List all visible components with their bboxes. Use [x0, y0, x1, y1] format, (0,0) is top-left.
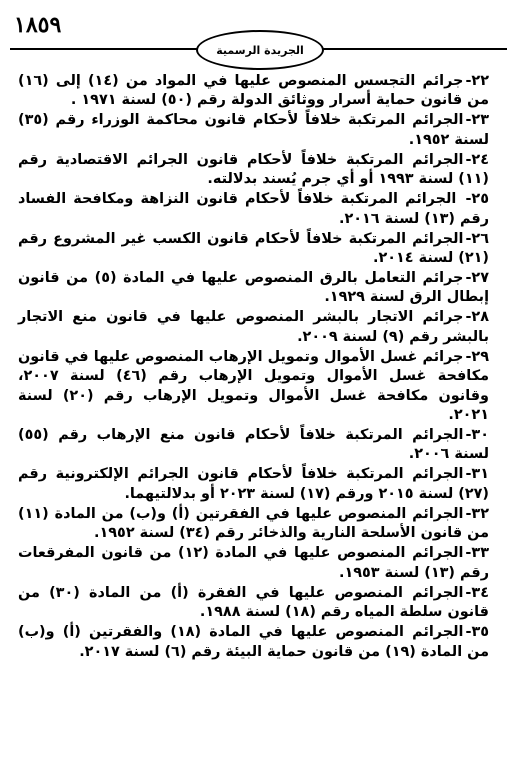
- list-item: [18, 111, 489, 150]
- item-text: الجرائم المرتكبة خلافاً لأحكام قانون محاكمة الوزراء رقم (٣٥) لسنة ١٩٥٢.: [18, 112, 489, 148]
- item-number: ٣٠-: [465, 427, 489, 444]
- list-item: [18, 348, 489, 426]
- item-text: جرائم التجسس المنصوص عليها في المواد من (١٤) إلى (١٦) من قانون حماية أسرار ووثائق الدولة رقم (٥٠) لسنة ١٩٧١ .: [18, 73, 489, 109]
- list-item: [18, 584, 489, 623]
- list-item: [18, 465, 489, 504]
- item-text: الجرائم المرتكبة خلافاً لأحكام قانون الجرائم الإلكترونية رقم (٢٧) لسنة ٢٠١٥ ورقم (١٧) لسنة ٢٠٢٣ أو بدلالتيهما.: [18, 466, 489, 502]
- list-item: [18, 308, 489, 347]
- item-text: جرائم الاتجار بالبشر المنصوص عليها في قانون منع الاتجار بالبشر رقم (٩) لسنة ٢٠٠٩.: [18, 309, 489, 345]
- item-text: الجرائم المنصوص عليها في المادة (١٢) من قانون المفرقعات رقم (١٣) لسنة ١٩٥٣.: [18, 545, 489, 581]
- item-text: الجرائم المنصوص عليها في الفقرتين (أ) و(ب) من المادة (١١) من قانون الأسلحة النارية والذخائر رقم (٣٤) لسنة ١٩٥٢.: [18, 505, 489, 542]
- list-item: [18, 426, 489, 465]
- item-number: ٢٨-: [465, 309, 489, 326]
- item-number: ٢٧-: [465, 270, 489, 287]
- item-number: ٢٤-: [465, 151, 489, 168]
- list-item: [18, 505, 489, 544]
- legal-list: [18, 72, 489, 663]
- list-item: [18, 151, 489, 190]
- list-item: [18, 190, 489, 229]
- item-number: ٣٢-: [465, 505, 489, 522]
- item-number: ٣٣-: [465, 545, 489, 562]
- page-number: ١٨٥٩: [14, 12, 62, 38]
- item-number: ٢٦-: [465, 230, 489, 247]
- item-text: الجرائم المرتكبة خلافاً لأحكام قانون منع الإرهاب رقم (٥٥) لسنة ٢٠٠٦.: [18, 427, 489, 463]
- list-item: [18, 544, 489, 583]
- item-text: الجرائم المرتكبة خلافاً لأحكام قانون النزاهة ومكافحة الفساد رقم (١٣) لسنة ٢٠١٦.: [18, 191, 489, 227]
- item-text: جرائم التعامل بالرق المنصوص عليها في المادة (٥) من قانون إبطال الرق لسنة ١٩٢٩.: [18, 270, 489, 306]
- item-number: ٢٣-: [465, 112, 489, 129]
- item-number: ٢٩-: [465, 348, 489, 365]
- item-number: ٢٥-: [465, 191, 489, 208]
- item-text: الجرائم المنصوص عليها في المادة (١٨) والفقرتين (أ) و(ب) من المادة (١٩) من قانون حماية البيئة رقم (٦) لسنة ٢٠١٧.: [18, 624, 489, 660]
- list-item: [18, 230, 489, 269]
- item-text: الجرائم المنصوص عليها في الفقرة (أ) من المادة (٣٠) من قانون سلطة المياه رقم (١٨) لسنة ١٩٨٨.: [18, 584, 489, 621]
- gazette-title: الجريدة الرسمية: [216, 43, 304, 57]
- list-item: [18, 623, 489, 662]
- item-number: ٣٤-: [465, 584, 489, 601]
- list-item: [18, 72, 489, 111]
- gazette-title-oval: [196, 30, 324, 70]
- item-text: جرائم غسل الأموال وتمويل الإرهاب المنصوص عليها في قانون مكافحة غسل الأموال وتمويل الإرهاب رقم (٤٦) لسنة ٢٠٠٧، وقانون مكافحة غسل الأموال وتمويل الإرهاب رقم (٢٠) لسنة ٢٠٢١.: [18, 348, 489, 424]
- item-number: ٢٢-: [465, 73, 489, 89]
- list-item: [18, 269, 489, 308]
- item-text: الجرائم المرتكبة خلافاً لأحكام قانون الكسب غير المشروع رقم (٢١) لسنة ٢٠١٤.: [18, 230, 489, 267]
- item-number: ٣٥-: [465, 624, 490, 641]
- item-text: الجرائم المرتكبة خلافاً لأحكام قانون الجرائم الاقتصادية رقم (١١) لسنة ١٩٩٣ أو أي جرم يُسند بدلالته.: [18, 151, 489, 188]
- item-number: ٣١-: [465, 466, 489, 483]
